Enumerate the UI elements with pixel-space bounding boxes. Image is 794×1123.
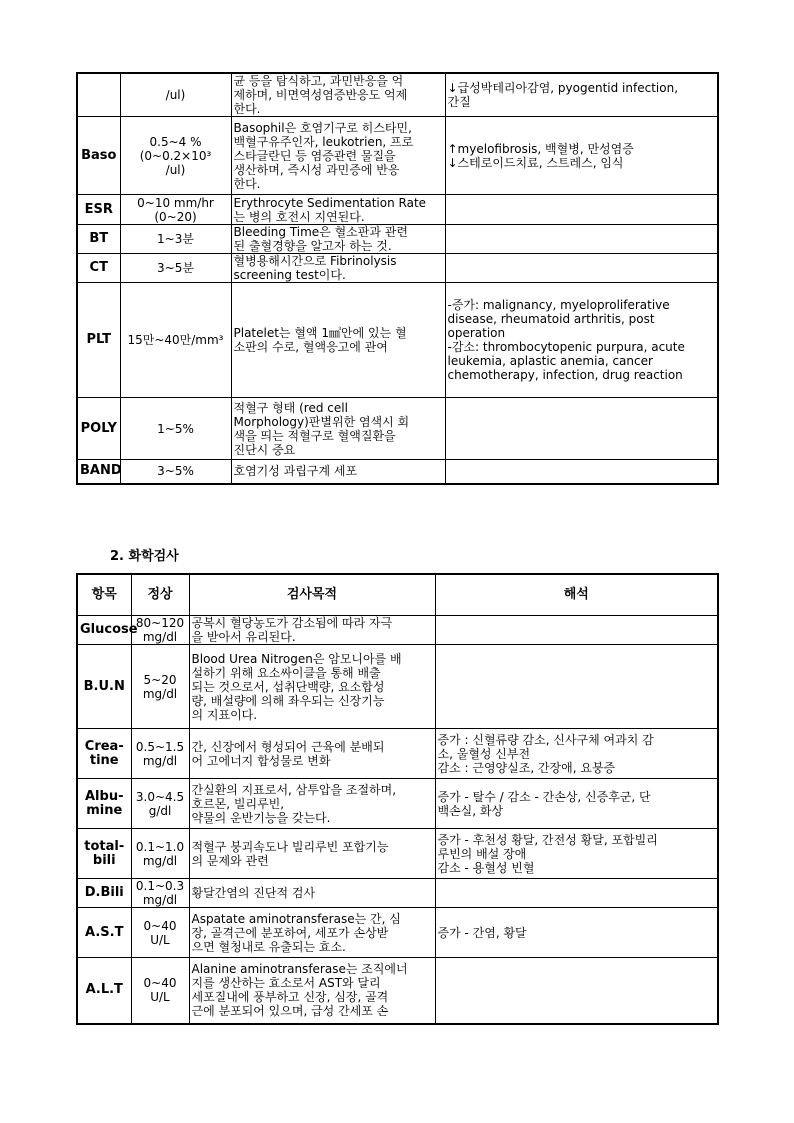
table-row (77, 254, 718, 283)
row-normal (131, 879, 189, 908)
text-line: U/L (150, 990, 170, 1005)
row-normal (131, 958, 189, 1024)
text-line: 어 고에너지 합성물로 변화 (191, 753, 331, 768)
text-line: mg/dl (142, 853, 178, 868)
text-line: 을 받아서 유리된다. (191, 630, 296, 644)
text-line: 0~40 (143, 918, 177, 933)
header-purpose: 검사목적 (189, 574, 435, 616)
row-name (77, 616, 138, 645)
text-line: 적혈구 형태 (red cell (233, 400, 348, 415)
row-interpretation (435, 879, 718, 908)
row-purpose (231, 398, 445, 460)
text-line: mg/dl (142, 686, 178, 701)
row-name (77, 908, 131, 958)
text-line: 5~20 (143, 672, 177, 687)
text-line: 0~10 mm/hr (137, 195, 214, 210)
text-line: mg/dl (142, 630, 178, 644)
row-name (77, 73, 120, 117)
text-line: bili (92, 852, 116, 868)
text-line: mine (86, 802, 123, 818)
text-line: A.L.T (85, 982, 123, 998)
row-name: CT (77, 254, 120, 283)
text-line: Aspatate aminotransferase는 간, 심 (191, 911, 401, 926)
text-line: 한다. (233, 176, 261, 191)
row-purpose (231, 283, 445, 398)
text-line: 15만~40만/mm³ (127, 333, 224, 347)
row-normal (120, 73, 231, 117)
text-line: Alanine aminotransferase는 조직에너 (191, 962, 408, 977)
text-line: 되는 것으로서, 섭취단백량, 요소합성 (191, 679, 385, 694)
text-line: 량, 배설량에 의해 좌우되는 신장기능 (191, 693, 385, 708)
text-line: 3~5분 (157, 261, 194, 275)
table-row (77, 616, 718, 645)
row-purpose (231, 225, 445, 254)
row-purpose (189, 779, 435, 829)
text-line: 적혈구 붕괴속도나 빌리루빈 포합기능 (191, 839, 389, 854)
row-interpretation (445, 195, 718, 225)
table-row (77, 283, 718, 398)
text-line: Platelet는 혈액 1㎣안에 있는 혈 (233, 326, 407, 340)
row-name: BT (77, 225, 120, 254)
row-normal (120, 398, 231, 460)
row-normal (131, 908, 189, 958)
row-interpretation (435, 779, 718, 829)
text-line: 증가 - 탈수 / 감소 - 간손상, 신증후군, 단 (437, 789, 651, 804)
row-interpretation (445, 398, 718, 460)
text-line: 감소 - 용혈성 빈혈 (437, 860, 535, 875)
text-line: B.U.N (83, 678, 125, 694)
row-purpose (189, 908, 435, 958)
table-row (77, 829, 718, 879)
text-line: 80~120 (135, 616, 185, 630)
text-line: operation (447, 326, 506, 340)
text-line: 3~5% (157, 464, 194, 479)
text-line: Morphology)판별위한 염색시 회 (233, 414, 410, 429)
text-line: 균 등을 탐식하고, 과민반응을 억 (233, 74, 404, 88)
text-line: -감소: thrombocytopenic purpura, acute (447, 340, 685, 354)
text-line: 약물의 운반기능을 갖는다. (191, 810, 331, 825)
table-row (77, 73, 718, 117)
row-name (77, 645, 131, 729)
row-normal (120, 195, 231, 225)
row-normal (120, 460, 231, 484)
table-row (77, 779, 718, 829)
row-purpose (231, 460, 445, 484)
row-name: PLT (77, 283, 120, 398)
row-name (77, 879, 131, 908)
row-purpose (189, 645, 435, 729)
table-row (77, 398, 718, 460)
row-normal (120, 225, 231, 254)
table-row (77, 225, 718, 254)
row-name (77, 729, 131, 779)
header-interpretation: 해석 (435, 574, 718, 616)
row-name: BAND (77, 460, 120, 484)
row-purpose (231, 73, 445, 117)
text-line: leukemia, aplastic anemia, cancer (447, 354, 653, 368)
text-line: 증가 : 신혈류량 감소, 신사구체 여과치 감 (437, 732, 654, 747)
row-purpose (231, 117, 445, 195)
row-normal (120, 254, 231, 283)
row-interpretation (445, 225, 718, 254)
text-line: 루빈의 배설 장애 (437, 846, 527, 861)
text-line: ↓급성박테리아감염, pyogentid infection, (447, 81, 679, 95)
text-line: Erythrocyte Sedimentation Rate (233, 195, 427, 210)
row-name: ESR (77, 195, 120, 225)
text-line: Bleeding Time은 혈소판과 관련 (233, 225, 408, 239)
text-line: 으면 혈청내로 유출되는 효소. (191, 939, 346, 954)
text-line: (0~20) (154, 209, 197, 224)
row-normal (131, 779, 189, 829)
row-purpose (189, 829, 435, 879)
text-line: 0.1~0.3 (135, 879, 185, 893)
text-line: 생산하며, 즉시성 과민증에 반응 (233, 162, 400, 177)
text-line: ↑myelofibrosis, 백혈병, 만성염증 (447, 141, 634, 156)
text-line: 설하기 위해 요소싸이클을 통해 배출 (191, 665, 381, 680)
table-row (77, 645, 718, 729)
text-line: 한다. (233, 102, 261, 116)
text-line: g/dl (148, 803, 172, 818)
text-line: 스타글란딘 등 염증관련 물질을 (233, 148, 396, 163)
text-line: D.Bili (84, 885, 124, 900)
text-line: 0.1~1.0 (135, 839, 185, 854)
table-row (77, 958, 718, 1024)
text-line: A.S.T (85, 924, 124, 940)
text-line: /ul) (165, 162, 186, 177)
text-line: 황달간염의 진단적 검사 (191, 886, 316, 900)
row-interpretation (445, 254, 718, 283)
row-purpose (189, 616, 435, 645)
row-interpretation (435, 729, 718, 779)
row-interpretation (445, 117, 718, 195)
text-line: 백손실, 화상 (437, 803, 504, 818)
text-line: 세포질내에 풍부하고 신장, 심장, 골격 (191, 990, 389, 1005)
text-line: ↓스테로이드치료, 스트레스, 임식 (447, 155, 624, 170)
row-purpose (189, 958, 435, 1024)
text-line: 소판의 수로, 혈액응고에 관여 (233, 340, 388, 354)
text-line: 색을 띄는 적혈구로 혈액질환을 (233, 428, 396, 443)
row-normal (131, 645, 189, 729)
text-line: 호르몬, 빌리루빈, (191, 796, 285, 811)
text-line: 공복시 혈당농도가 감소됨에 따라 자극 (191, 616, 393, 630)
row-normal (131, 729, 189, 779)
row-interpretation (435, 616, 718, 645)
text-line: Basophil은 호염기구로 히스타민, (233, 120, 412, 135)
text-line: 3.0~4.5 (135, 789, 185, 804)
row-interpretation (445, 73, 718, 117)
text-line: chemotherapy, infection, drug reaction (447, 368, 683, 382)
row-interpretation (435, 829, 718, 879)
text-line: 제하며, 비면역성염증반응도 억제 (233, 88, 408, 102)
row-normal (120, 117, 231, 195)
row-name (77, 958, 131, 1024)
text-line: 증가 - 후천성 황달, 간전성 황달, 포합빌리 (437, 832, 658, 847)
row-normal (131, 829, 189, 879)
text-line: 된 출혈경향을 알고자 하는 것. (233, 239, 392, 253)
text-line: total- (84, 838, 125, 854)
blood-test-table (76, 72, 719, 485)
row-name: POLY (77, 398, 120, 460)
text-line: 증가 - 간염, 황달 (437, 925, 527, 940)
table-row (77, 879, 718, 908)
text-line: 지를 생산하는 효소로서 AST와 달리 (191, 976, 381, 991)
row-purpose (189, 729, 435, 779)
text-line: 간, 신장에서 형성되어 근육에 분배되 (191, 739, 385, 754)
text-line: 간질 (447, 95, 471, 109)
row-interpretation (435, 908, 718, 958)
text-line: /ul) (165, 88, 186, 102)
text-line: 혈병용해시간으로 Fibrinolysis (233, 254, 397, 268)
row-interpretation (435, 958, 718, 1024)
text-line: -증가: malignancy, myeloproliferative (447, 298, 670, 312)
table-row (77, 195, 718, 225)
text-line: 장, 골격근에 분포하여, 세포가 손상받 (191, 925, 389, 940)
text-line: 0.5~4 % (149, 134, 202, 149)
text-line: disease, rheumatoid arthritis, post (447, 312, 655, 326)
row-interpretation (445, 460, 718, 484)
text-line: screening test이다. (233, 268, 346, 282)
text-line: Albu- (85, 788, 124, 804)
row-normal (120, 283, 231, 398)
text-line: (0~0.2×10³ (139, 148, 212, 163)
row-normal (131, 616, 189, 645)
text-line: U/L (150, 932, 170, 947)
text-line: Blood Urea Nitrogen은 암모니아를 배 (191, 651, 402, 666)
text-line: 소, 울혈성 신부전 (437, 746, 531, 761)
text-line: 간실환의 지표로서, 삼투압을 조절하며, (191, 782, 397, 797)
text-line: 감소 : 근영양실조, 간장애, 요붕증 (437, 760, 616, 775)
table-header-row (77, 574, 718, 616)
text-line: 호염기성 과립구계 세포 (233, 464, 358, 479)
row-name (77, 779, 131, 829)
row-name: Baso (77, 117, 120, 195)
section-title: 2. 화학검사 (110, 549, 179, 564)
table-row (77, 908, 718, 958)
text-line: mg/dl (142, 753, 178, 768)
header-item: 항목 (77, 574, 131, 616)
text-line: 의 문제와 관련 (191, 853, 269, 868)
text-line: 는 병의 호전시 지연된다. (233, 209, 365, 224)
row-purpose (189, 879, 435, 908)
header-normal: 정상 (131, 574, 189, 616)
row-purpose (231, 254, 445, 283)
text-line: Crea- (84, 738, 124, 754)
row-purpose (231, 195, 445, 225)
text-line: 의 지표이다. (191, 707, 258, 722)
row-name (77, 829, 131, 879)
chemistry-test-table (76, 573, 719, 1025)
table-row (77, 117, 718, 195)
text-line: tine (89, 752, 119, 768)
text-line: 1~3분 (157, 232, 194, 246)
text-line: mg/dl (142, 893, 178, 907)
text-line: 백혈구유주인자, leukotrien, 프로 (233, 134, 414, 149)
table-row (77, 460, 718, 484)
text-line: 0~40 (143, 976, 177, 991)
text-line: Glucose (80, 622, 138, 637)
table-row (77, 729, 718, 779)
text-line: 근에 분포되어 있으며, 급성 간세포 손 (191, 1004, 389, 1019)
row-interpretation (435, 645, 718, 729)
text-line: 0.5~1.5 (135, 739, 185, 754)
text-line: 1~5% (157, 421, 194, 436)
text-line: 진단시 중요 (233, 442, 296, 457)
row-interpretation (445, 283, 718, 398)
